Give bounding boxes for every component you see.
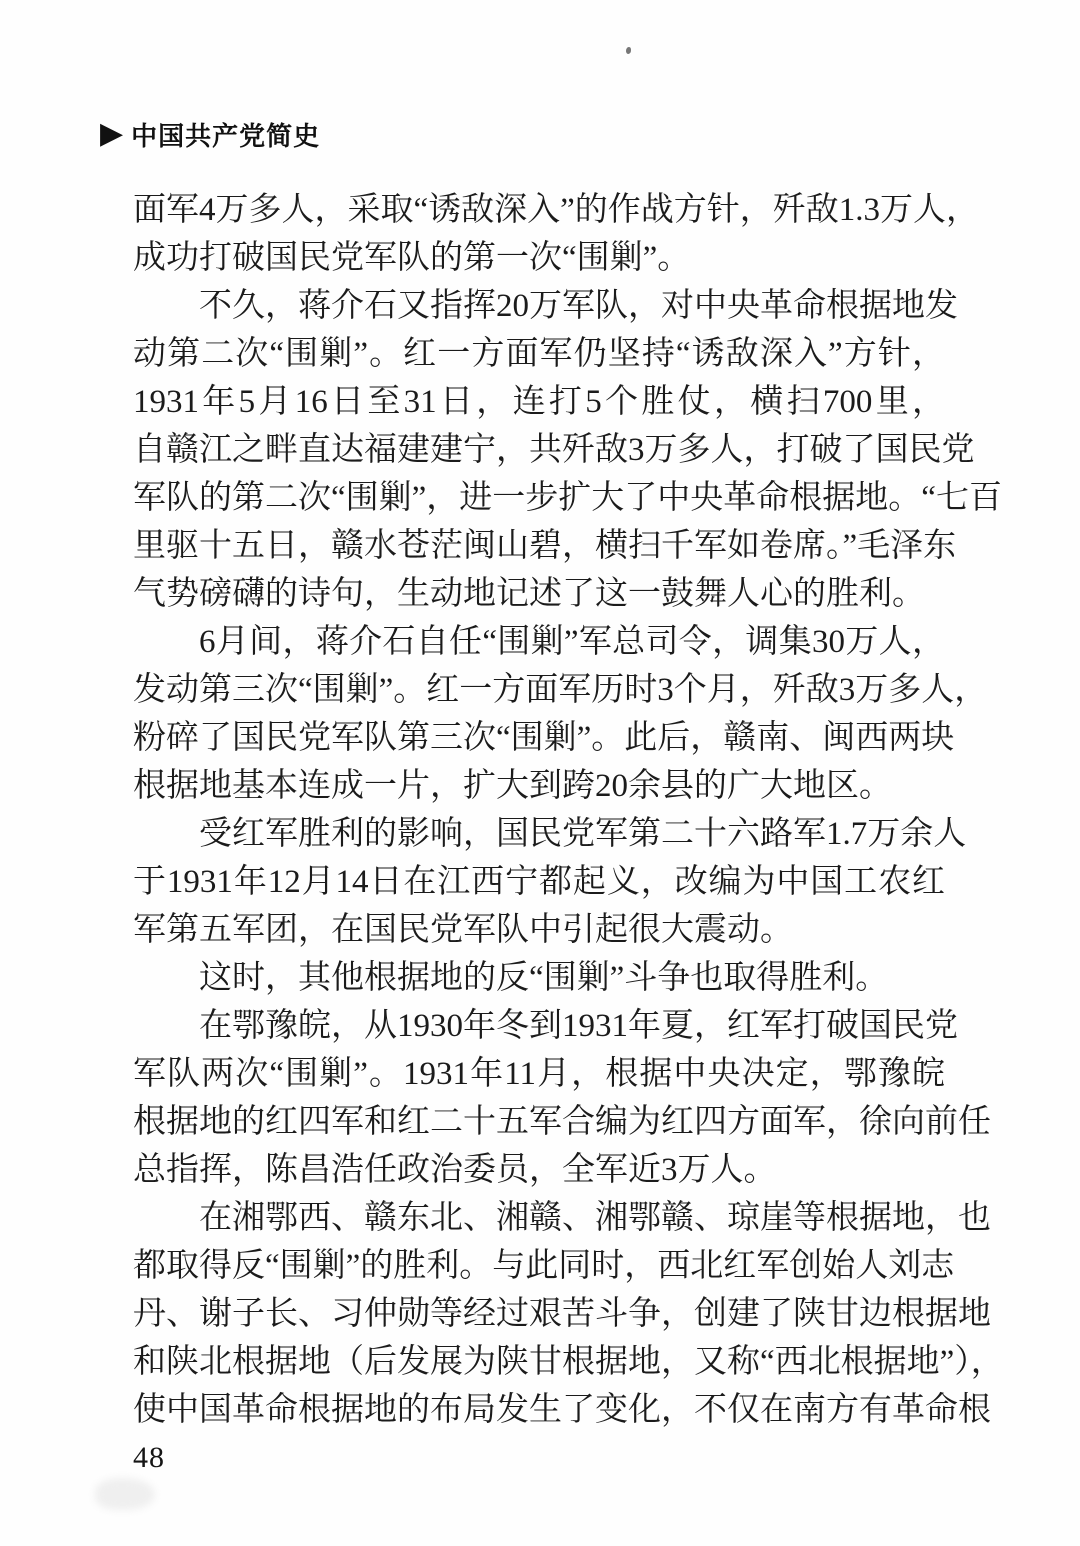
text-line: 1931年5月16日至31日，连打5个胜仗，横扫700里， [133,384,945,420]
scan-artifact-dot [626,47,631,54]
text-line: 军队的第二次“围剿”，进一步扩大了中央革命根据地。“七百 [133,480,1002,516]
text-line: 根据地基本连成一片，扩大到跨20余县的广大地区。 [133,768,892,804]
text-line: 都取得反“围剿”的胜利。与此同时，西北红军创始人刘志 [133,1248,955,1284]
text-line: 在湘鄂西、赣东北、湘赣、湘鄂赣、琼崖等根据地，也 [199,1200,991,1236]
text-line: 成功打破国民党军队的第一次“围剿”。 [133,240,691,276]
text-line: 不久，蒋介石又指挥20万军队，对中央革命根据地发 [199,288,958,324]
text-line: 里驱十五日，赣水苍茫闽山碧，横扫千军如卷席。”毛泽东 [133,528,957,564]
text-line: 面军4万多人，采取“诱敌深入”的作战方针，歼敌1.3万人， [133,192,980,228]
page-header [100,116,320,153]
text-line: 发动第三次“围剿”。红一方面军历时3个月，歼敌3万多人， [133,672,988,708]
text-line: 使中国革命根据地的布局发生了变化，不仅在南方有革命根 [133,1392,991,1428]
body-text-block [133,186,1004,1434]
scan-smudge [95,1478,155,1510]
book-title: 中国共产党简史 [131,121,321,151]
text-line: 气势磅礴的诗句，生动地记述了这一鼓舞人心的胜利。 [133,576,925,612]
text-line: 粉碎了国民党军队第三次“围剿”。此后，赣南、闽西两块 [133,720,955,756]
text-line: 这时，其他根据地的反“围剿”斗争也取得胜利。 [199,960,889,996]
text-line: 军队两次“围剿”。1931年11月，根据中央决定，鄂豫皖 [133,1056,945,1092]
page-number: 48 [133,1441,165,1474]
text-line: 总指挥，陈昌浩任政治委员，全军近3万人。 [133,1152,777,1188]
text-line: 自赣江之畔直达福建建宁，共歼敌3万多人，打破了国民党 [133,432,975,468]
text-line: 和陕北根据地（后发展为陕甘根据地，又称“西北根据地”）， [133,1344,1004,1380]
text-line: 在鄂豫皖，从1930年冬到1931年夏，红军打破国民党 [199,1008,958,1044]
text-line: 动第二次“围剿”。红一方面军仍坚持“诱敌深入”方针， [133,336,945,372]
text-line: 根据地的红四军和红二十五军合编为红四方面军，徐向前任 [133,1104,991,1140]
text-line: 于1931年12月14日在江西宁都起义，改编为中国工农红 [133,864,945,900]
text-line: 丹、谢子长、习仲勋等经过艰苦斗争，创建了陕甘边根据地 [133,1296,991,1332]
triangle-marker-icon: ▶ [100,115,124,151]
text-line: 军第五军团，在国民党军队中引起很大震动。 [133,912,793,948]
text-line: 受红军胜利的影响，国民党军第二十六路军1.7万余人 [199,816,967,852]
text-line: 6月间，蒋介石自任“围剿”军总司令，调集30万人， [199,624,945,660]
